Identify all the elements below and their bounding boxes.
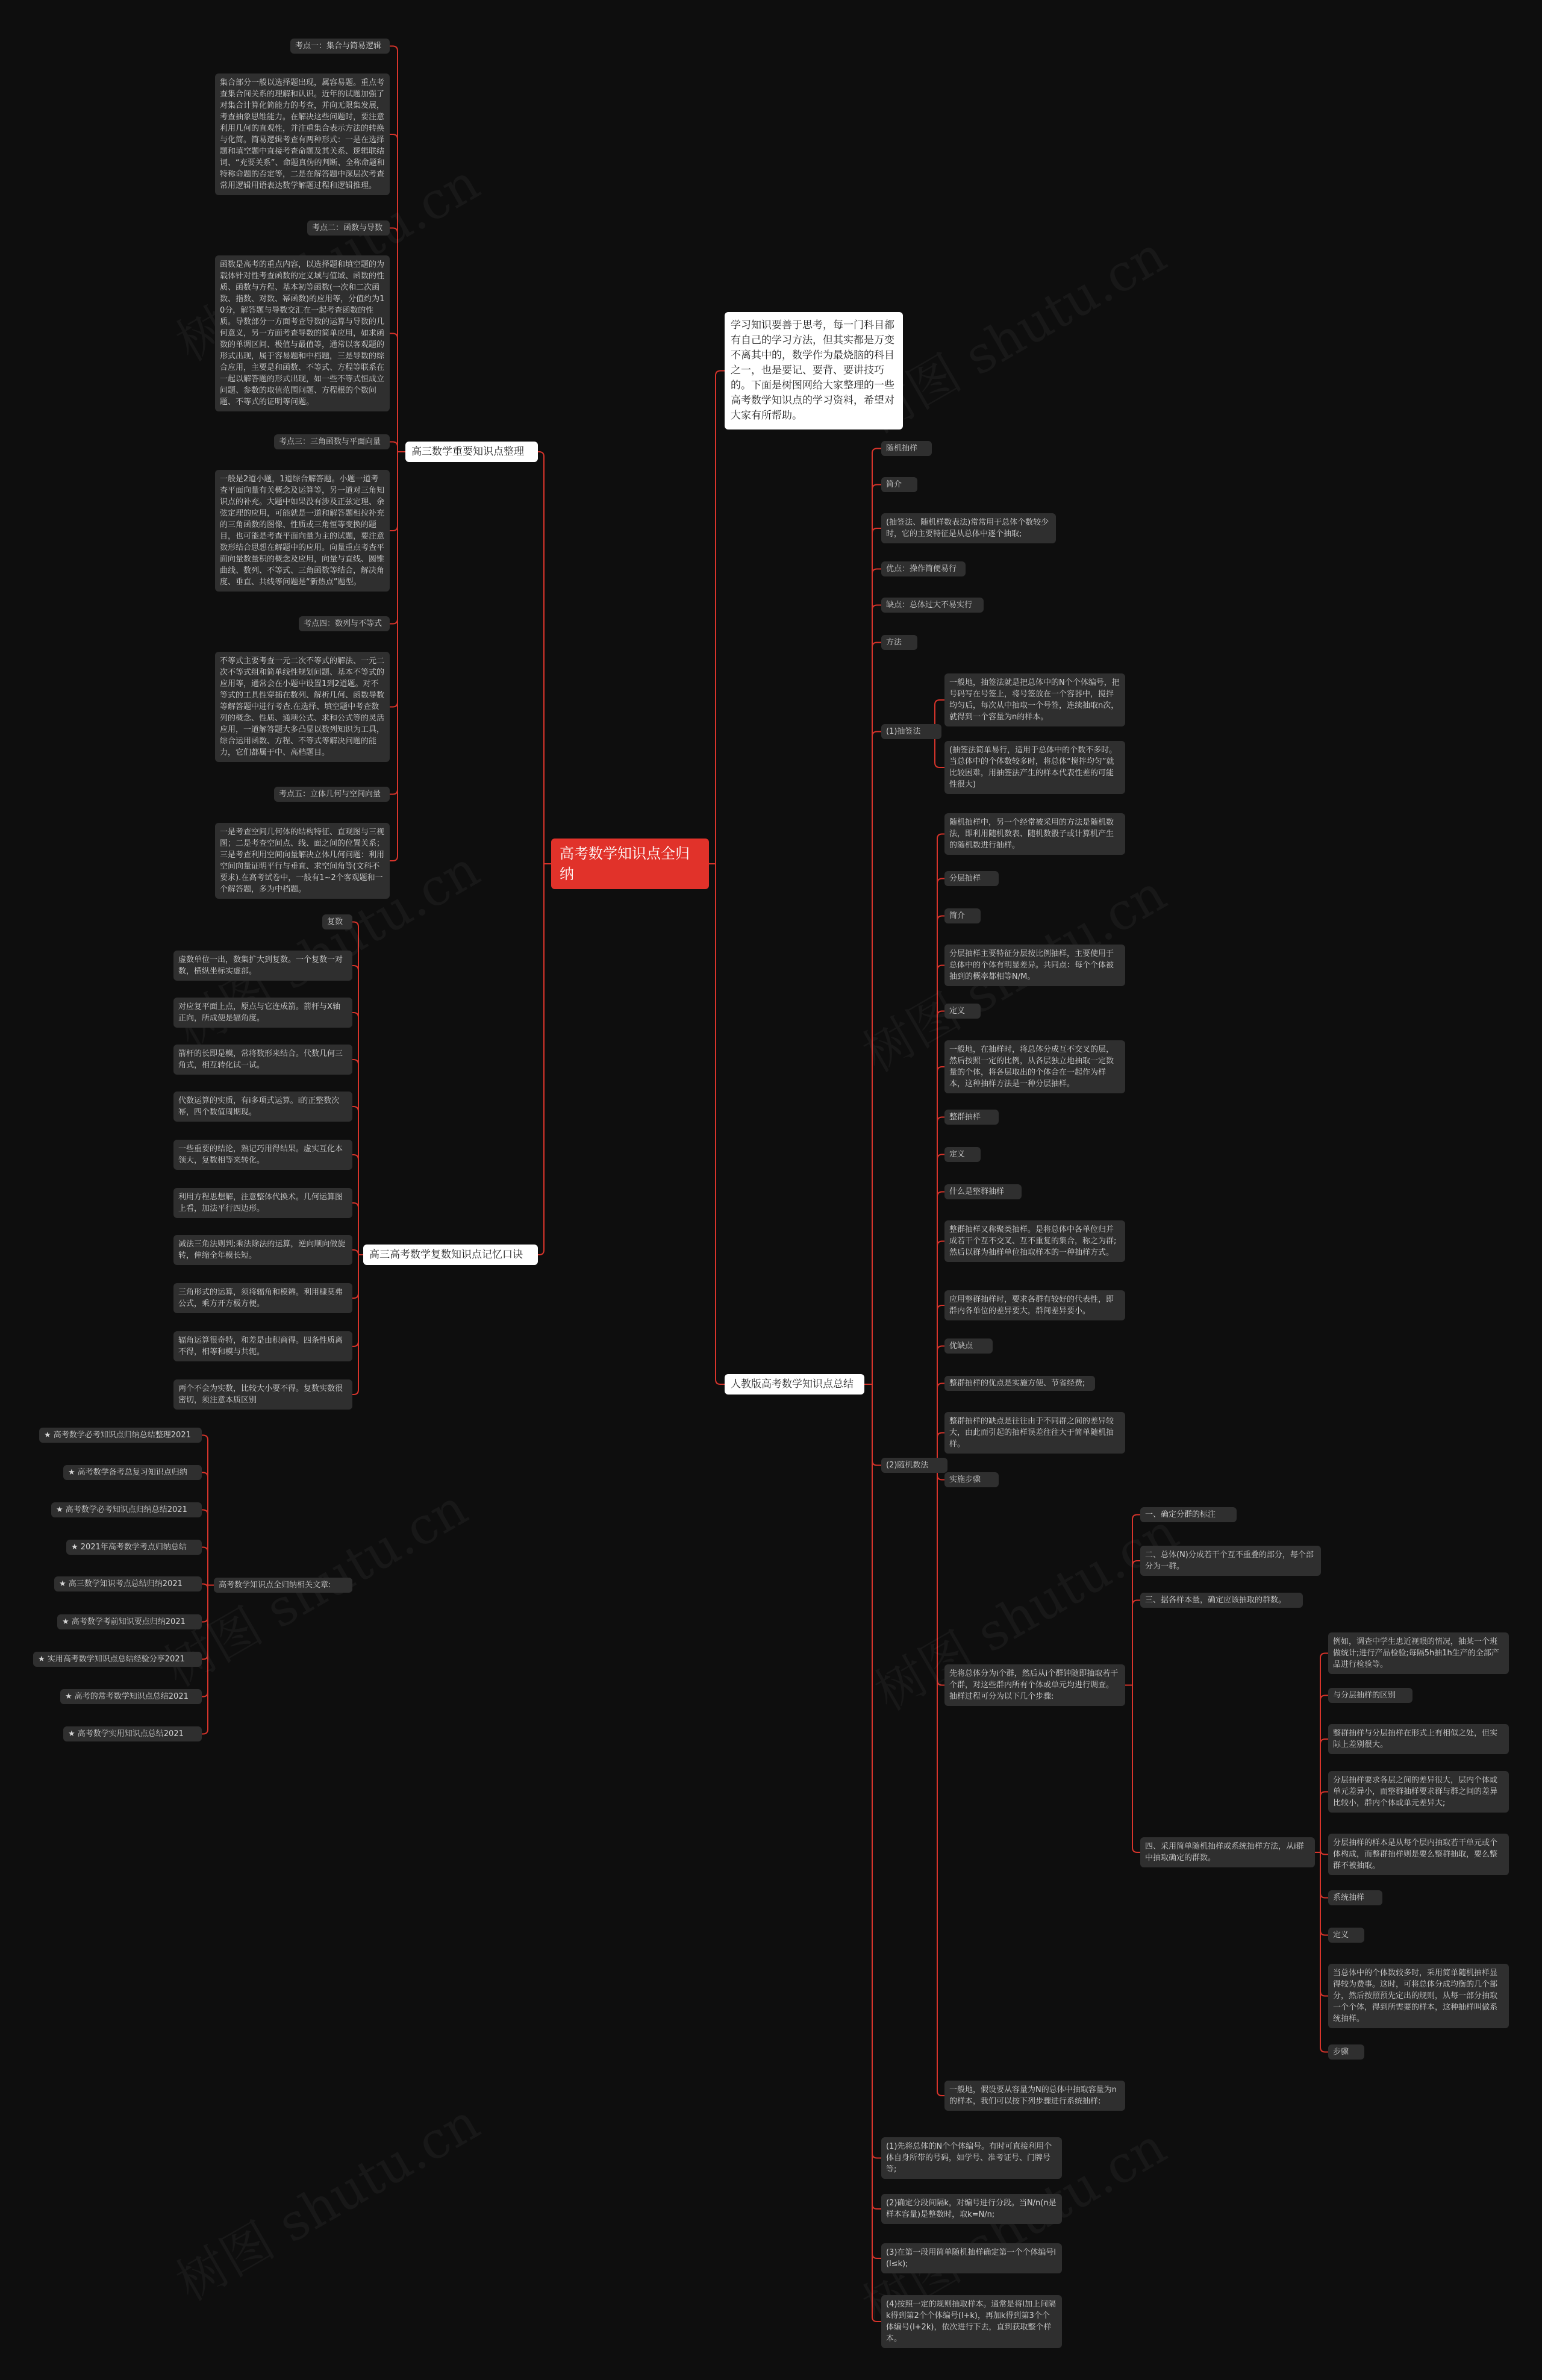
connector [1132, 1601, 1140, 1685]
connector [937, 1346, 944, 1466]
connector [1320, 1654, 1328, 1853]
stratified-intro-detail[interactable]: 分层抽样主要特征分层按比例抽样，主要使用于总体中的个体有明显差异。共同点：每个个体被抽到的概率都相等N/M。 [944, 945, 1125, 986]
related-article-link[interactable]: ★ 2021年高考数学考点归纳总结 [66, 1540, 202, 1555]
connector [352, 1255, 358, 1298]
related-article-link[interactable]: ★ 高考数学考前知识要点归纳2021 [57, 1614, 202, 1629]
step-three[interactable]: 三、据各样本量，确定应该抽取的群数。 [1140, 1593, 1303, 1608]
root-topic[interactable]: 高考数学知识点全归纳 [551, 839, 709, 889]
connector [937, 966, 944, 1466]
topic-sequence-inequality[interactable]: 考点四：数列与不等式 [299, 616, 390, 631]
connector [538, 864, 544, 1255]
step-one[interactable]: 一、确定分群的标注 [1140, 1507, 1237, 1522]
stratified-sampling[interactable]: 分层抽样 [944, 871, 999, 886]
topic-function-derivative[interactable]: 考点二：函数与导数 [307, 220, 390, 236]
connector [872, 732, 881, 1385]
what-is-cluster-sampling[interactable]: 什么是整群抽样 [944, 1184, 1022, 1199]
stratified-definition[interactable]: 定义 [944, 1004, 981, 1019]
topic-sequence-inequality-detail[interactable]: 不等式主要考查一元二次不等式的解法、一元二次不等式组和简单线性规划问题、基本不等式的应用等，通常会在小题中设置1到2道题。对不等式的工具性穿插在数列、解析几何、函数导数等解答题中进行考查.在选择、填空题中考查数列的概念、性质、通项公式、求和公式等的灵活应用，一道解答题大多凸显以数列知识为工具，综合运用函数、方程、不等式等解决问题的能力，它们都属于中、高档题目。 [215, 652, 390, 762]
connector [352, 1107, 358, 1255]
topic-trig-vector-detail[interactable]: 一般是2道小题，1道综合解答题。小题一道考查平面向量有关概念及运算等，另一道对三角知识点的补充。大题中如果没有涉及正弦定理、余弦定理的应用，可能就是一道和解答题相拉补充的三角函数的图像、性质或三角恒等变换的题目，也可能是考查平面向量为主的试题，要注意数形结合思想在解题中的应用。向量重点考查平面向量数量积的概念及应用，向量与直线、圆锥曲线、数列、不等式、三角函数等结合，解决角度、垂直、共线等问题是“新热点”题型。 [215, 470, 390, 592]
connector [937, 1384, 944, 1466]
branch-renjiao-summary[interactable]: 人教版高考数学知识点总结 [725, 1374, 864, 1395]
lottery-method[interactable]: (1)抽签法 [881, 724, 941, 739]
connector [390, 46, 398, 452]
cluster-steps[interactable]: 实施步骤 [944, 1472, 999, 1487]
connector [937, 1155, 944, 1466]
connector [872, 643, 881, 1385]
connector [937, 1466, 944, 1685]
connector [538, 452, 544, 864]
intro-note[interactable]: 学习知识要善于思考，每一门科目都有自己的学习方法，但其实都是万变不离其中的，数学作为最烧脑的科目之一，也是要记、要背、要讲技巧的。下面是树图网给大家整理的一些高考数学知识点的学习资料，希望对大家有所帮助。 [725, 312, 903, 429]
lottery-method-detail[interactable]: 一般地，抽签法就是把总体中的N个个体编号，把号码写在号签上，将号签放在一个容器中，搅拌均匀后，每次从中抽取一个号签，连续抽取n次，就得到一个容量为n的样本。 [944, 673, 1125, 726]
sampling-random[interactable]: 随机抽样 [881, 441, 932, 456]
stratified-definition-detail[interactable]: 一般地，在抽样时，将总体分成互不交叉的层，然后按照一定的比例，从各层独立地抽取一定数量的个体，将各层取出的个体合在一起作为样本，这种抽样方法是一种分层抽样。 [944, 1040, 1125, 1093]
related-article-link[interactable]: ★ 高考数学必考知识点归纳总结整理2021 [39, 1428, 202, 1443]
connector [872, 449, 881, 1385]
topic-function-derivative-detail[interactable]: 函数是高考的重点内容，以选择题和填空题的为载体针对性考查函数的定义域与值域、函数的性质、函数与方程、基本初等函数(一次和二次函数、指数、对数、幂函数)的应用等，分值约为10分，解答题与导数交汇在一起考查函数的性质。导数部分一方面考查导数的运算与导数的几何意义，另一方面考查导数的简单应用，如求函数的单调区间、极值与最值等，通常以客观题的形式出现，属于容易题和中档题，三是导数的综合应用，主要是和函数、不等式、方程等联系在一起以解答题的形式出现，如一些不等式恒成立问题、参数的取值范围问题、方程根的个数问题、不等式的证明等问题。 [215, 255, 390, 411]
difference-detail-two[interactable]: 分层抽样要求各层之间的差异很大，层内个体或单元差异小，而整群抽样要求群与群之间的差异比较小，群内个体或单元差异大; [1328, 1771, 1509, 1813]
systematic-step-4[interactable]: (4)按照一定的规则抽取样本。通常是将l加上间隔k得到第2个个体编号(l+k)，再加k得到第3个个体编号(l+2k)，依次进行下去，直到获取整个样本。 [881, 2295, 1062, 2348]
stratified-intro[interactable]: 简介 [944, 908, 981, 923]
connector [937, 1466, 944, 2096]
connector [1132, 1685, 1140, 1853]
topic-solid-geometry-detail[interactable]: 一是考查空间几何体的结构特征、直观图与三视图；二是考查空间点、线、面之间的位置关系；三是考查利用空间向量解决立体几何问题：利用空间向量证明平行与垂直、求空间角等(文科不要求).在高考试卷中，一般有1~2个客观题和一个解答题，多为中档题。 [215, 823, 390, 899]
connector [390, 452, 398, 624]
cluster-pros-cons[interactable]: 优缺点 [944, 1338, 993, 1354]
topic-set-logic[interactable]: 考点一：集合与简易逻辑 [290, 39, 390, 54]
cluster-example[interactable]: 例如，调查中学生患近视眼的情况，抽某一个班做统计;进行产品检验;每隔5h抽1h生产的全部产品进行检验等。 [1328, 1632, 1509, 1674]
mnemonic-item[interactable]: 两个不会为实数，比较大小要不得。复数实数很密切，须注意本质区别 [173, 1379, 352, 1410]
related-article-link[interactable]: ★ 高考数学必考知识点归纳总结2021 [51, 1502, 202, 1517]
cluster-definition-detail[interactable]: 整群抽样又称聚类抽样。是将总体中各单位归并成若干个互不交叉、互不重复的集合，称之为群;然后以群为抽样单位抽取样本的一种抽样方式。 [944, 1220, 1125, 1262]
connector [202, 1585, 208, 1697]
connector [1320, 1852, 1328, 1935]
connector [937, 1242, 944, 1466]
systematic-step-2[interactable]: (2)确定分段间隔k，对编号进行分段。当N/n(n是样本容量)是整数时，取k=N/n; [881, 2194, 1062, 2224]
connector [1320, 1739, 1328, 1852]
topic-set-logic-detail[interactable]: 集合部分一般以选择题出现，属容易题。重点考查集合间关系的理解和认识。近年的试题加强了对集合计算化简能力的考查，并向无限集发展，考查抽象思维能力。在解决这些问题时，要注意利用几何的直观性，并注重集合表示方法的转换与化简。简易逻辑考查有两种形式：一是在选择题和填空题中直接考查命题及其关系、逻辑联结词、“充要关系”、命题真伪的判断、全称命题和特称命题的否定等，二是在解答题中深层次考查常用逻辑用语表达数学解题过程和逻辑推理。 [215, 73, 390, 195]
related-article-link[interactable]: ★ 高考的常考数学知识点总结2021 [60, 1689, 202, 1704]
connector [202, 1584, 208, 1589]
cluster-application[interactable]: 应用整群抽样时，要求各群有较好的代表性，即群内各单位的差异要大，群间差异要小。 [944, 1290, 1125, 1320]
connector [937, 1011, 944, 1466]
cluster-steps-detail[interactable]: 先将总体分为i个群，然后从i个群钟随即抽取若干个群，对这些群内所有个体或单元均进行调查。抽样过程可分为以下几个步骤: [944, 1664, 1125, 1706]
systematic-sampling[interactable]: 系统抽样 [1328, 1890, 1382, 1905]
mnemonic-item[interactable]: 虚数单位一出，数集扩大到复数。一个复数一对数，横纵坐标实虚部。 [173, 951, 352, 981]
lottery-method-note[interactable]: (抽签法简单易行，适用于总体中的个数不多时。当总体中的个体数较多时，将总体“搅拌均匀”就比较困难，用抽签法产生的样本代表性差的可能性很大) [944, 741, 1125, 794]
connector [390, 442, 398, 452]
connector [716, 864, 725, 1384]
systematic-step-1[interactable]: (1)先将总体的N个个体编号。有时可直接利用个体自身所带的号码，如学号、准考证号、门牌号等; [881, 2137, 1062, 2179]
related-article-link[interactable]: ★ 实用高考数学知识点总结经验分享2021 [33, 1652, 202, 1667]
related-article-link[interactable]: ★ 高考数学备考总复习知识点归纳 [63, 1465, 202, 1480]
connector [1320, 1852, 1328, 1898]
connector [390, 452, 398, 707]
connector [202, 1585, 208, 1622]
mnemonic-item[interactable]: 三角形式的运算，须将辐角和模辨。利用棣莫弗公式，乘方开方极方便。 [173, 1283, 352, 1313]
random-pros[interactable]: 优点：操作简便易行 [881, 561, 966, 576]
difference-from-stratified[interactable]: 与分层抽样的区别 [1328, 1688, 1412, 1703]
connector [390, 452, 398, 861]
connector [872, 569, 881, 1385]
connector [872, 1384, 881, 2158]
connector [352, 966, 358, 1255]
connector [352, 1013, 358, 1255]
mnemonic-item[interactable]: 对应复平面上点，原点与它连成箭。箭杆与X轴正向，所成便是辐角度。 [173, 998, 352, 1028]
connector [1132, 1561, 1140, 1685]
connector [937, 1067, 944, 1466]
random-cons[interactable]: 缺点：总体过大不易实行 [881, 598, 984, 613]
connector [937, 1117, 944, 1466]
connector [872, 605, 881, 1385]
random-intro[interactable]: 简介 [881, 477, 917, 492]
systematic-steps[interactable]: 步骤 [1328, 2044, 1364, 2060]
connector [872, 1384, 881, 2322]
connector [352, 1255, 358, 1395]
complex-number-heading[interactable]: 复数 [322, 914, 352, 929]
topic-trig-vector[interactable]: 考点三：三角函数与平面向量 [274, 434, 390, 449]
connector [202, 1473, 208, 1585]
connector [390, 334, 398, 452]
connector [937, 1192, 944, 1466]
related-article-link[interactable]: ★ 高三数学知识考点总结归纳2021 [54, 1576, 202, 1591]
systematic-step-3[interactable]: (3)在第一段用简单随机抽样确定第一个个体编号l(l≤k); [881, 2243, 1062, 2273]
random-methods[interactable]: 方法 [881, 635, 917, 650]
connector [202, 1548, 208, 1585]
connector [352, 1250, 358, 1255]
mnemonic-item[interactable]: 辐角运算很奇特，和差是由积商得。四条性质离不得，相等和模与共轭。 [173, 1331, 352, 1361]
random-number-method[interactable]: (2)随机数法 [881, 1458, 947, 1473]
connector [390, 452, 398, 531]
mnemonic-item[interactable]: 代数运算的实质，有i多项式运算。i的正整数次幂，四个数值周期现。 [173, 1092, 352, 1122]
connector [1320, 1696, 1328, 1853]
step-four[interactable]: 四、采用简单随机抽样或系统抽样方法，从i群中抽取确定的群数。 [1140, 1837, 1315, 1867]
related-article-link[interactable]: ★ 高考数学实用知识点总结2021 [63, 1726, 202, 1741]
cluster-sampling[interactable]: 整群抽样 [944, 1110, 999, 1125]
branch-key-points[interactable]: 高三数学重要知识点整理 [405, 442, 538, 462]
connector [390, 228, 398, 452]
connector [390, 134, 398, 452]
connector [716, 371, 725, 864]
topic-solid-geometry[interactable]: 考点五：立体几何与空间向量 [274, 787, 390, 802]
connector [352, 1255, 358, 1346]
connector [872, 1384, 881, 1466]
systematic-definition-detail[interactable]: 当总体中的个体数较多时，采用简单随机抽样显得较为费事。这时，可将总体分成均衡的几个部分，然后按照预先定出的规则，从每一部分抽取一个个体，得到所需要的样本，这种抽样叫做系统抽样。 [1328, 1964, 1509, 2028]
random-number-detail[interactable]: 随机抽样中，另一个经常被采用的方法是随机数法，即利用随机数表、随机数骰子或计算机产生的随机数进行抽样。 [944, 813, 1125, 855]
step-two[interactable]: 二、总体(N)分成若干个互不重叠的部分，每个部分为一群。 [1140, 1546, 1321, 1576]
branch-complex-mnemonic[interactable]: 高三高考数学复数知识点记忆口诀 [363, 1245, 538, 1265]
systematic-intro[interactable]: 一般地，假设要从容量为N的总体中抽取容量为n的样本，我们可以按下列步骤进行系统抽样: [944, 2081, 1125, 2111]
mnemonic-item[interactable]: 利用方程思想解，注意整体代换术。几何运算图上看，加法平行四边形。 [173, 1188, 352, 1218]
connector [352, 1203, 358, 1255]
connector [872, 1384, 881, 2209]
connector [937, 834, 944, 1466]
cluster-cons[interactable]: 整群抽样的缺点是往往由于不同群之间的差异较大，由此而引起的抽样误差往往大于简单随机抽样。 [944, 1412, 1125, 1454]
difference-detail-one[interactable]: 整群抽样与分层抽样在形式上有相似之处，但实际上差别很大。 [1328, 1724, 1509, 1754]
connector [1320, 1852, 1328, 2052]
random-intro-detail[interactable]: (抽签法、随机样数表法)常常用于总体个数较少时，它的主要特征是从总体中逐个抽取; [881, 513, 1056, 543]
cluster-pros[interactable]: 整群抽样的优点是实施方便、节省经费; [944, 1376, 1095, 1391]
difference-detail-three[interactable]: 分层抽样的样本是从每个层内抽取若干单元或个体构成，而整群抽样则是要么整群抽取，要么整群不被抽取。 [1328, 1834, 1509, 1875]
mnemonic-item[interactable]: 一些重要的结论，熟记巧用得结果。虚实互化本领大，复数相等来转化。 [173, 1140, 352, 1170]
mnemonic-item[interactable]: 箭杆的长即是模，常将数形来结合。代数几何三角式，相互转化试一试。 [173, 1045, 352, 1075]
systematic-definition[interactable]: 定义 [1328, 1928, 1364, 1943]
cluster-definition[interactable]: 定义 [944, 1147, 981, 1162]
connector [1320, 1852, 1328, 1996]
connector [1320, 1850, 1328, 1855]
connector [872, 485, 881, 1385]
connector [872, 1384, 881, 2258]
mnemonic-item[interactable]: 减法三角法则判;乘法除法的运算，逆向顺向做旋转，伸缩全年模长短。 [173, 1235, 352, 1265]
connector [872, 528, 881, 1384]
connector [1320, 1792, 1328, 1853]
branch-related-articles[interactable]: 高考数学知识点全归纳相关文章: [214, 1578, 352, 1593]
